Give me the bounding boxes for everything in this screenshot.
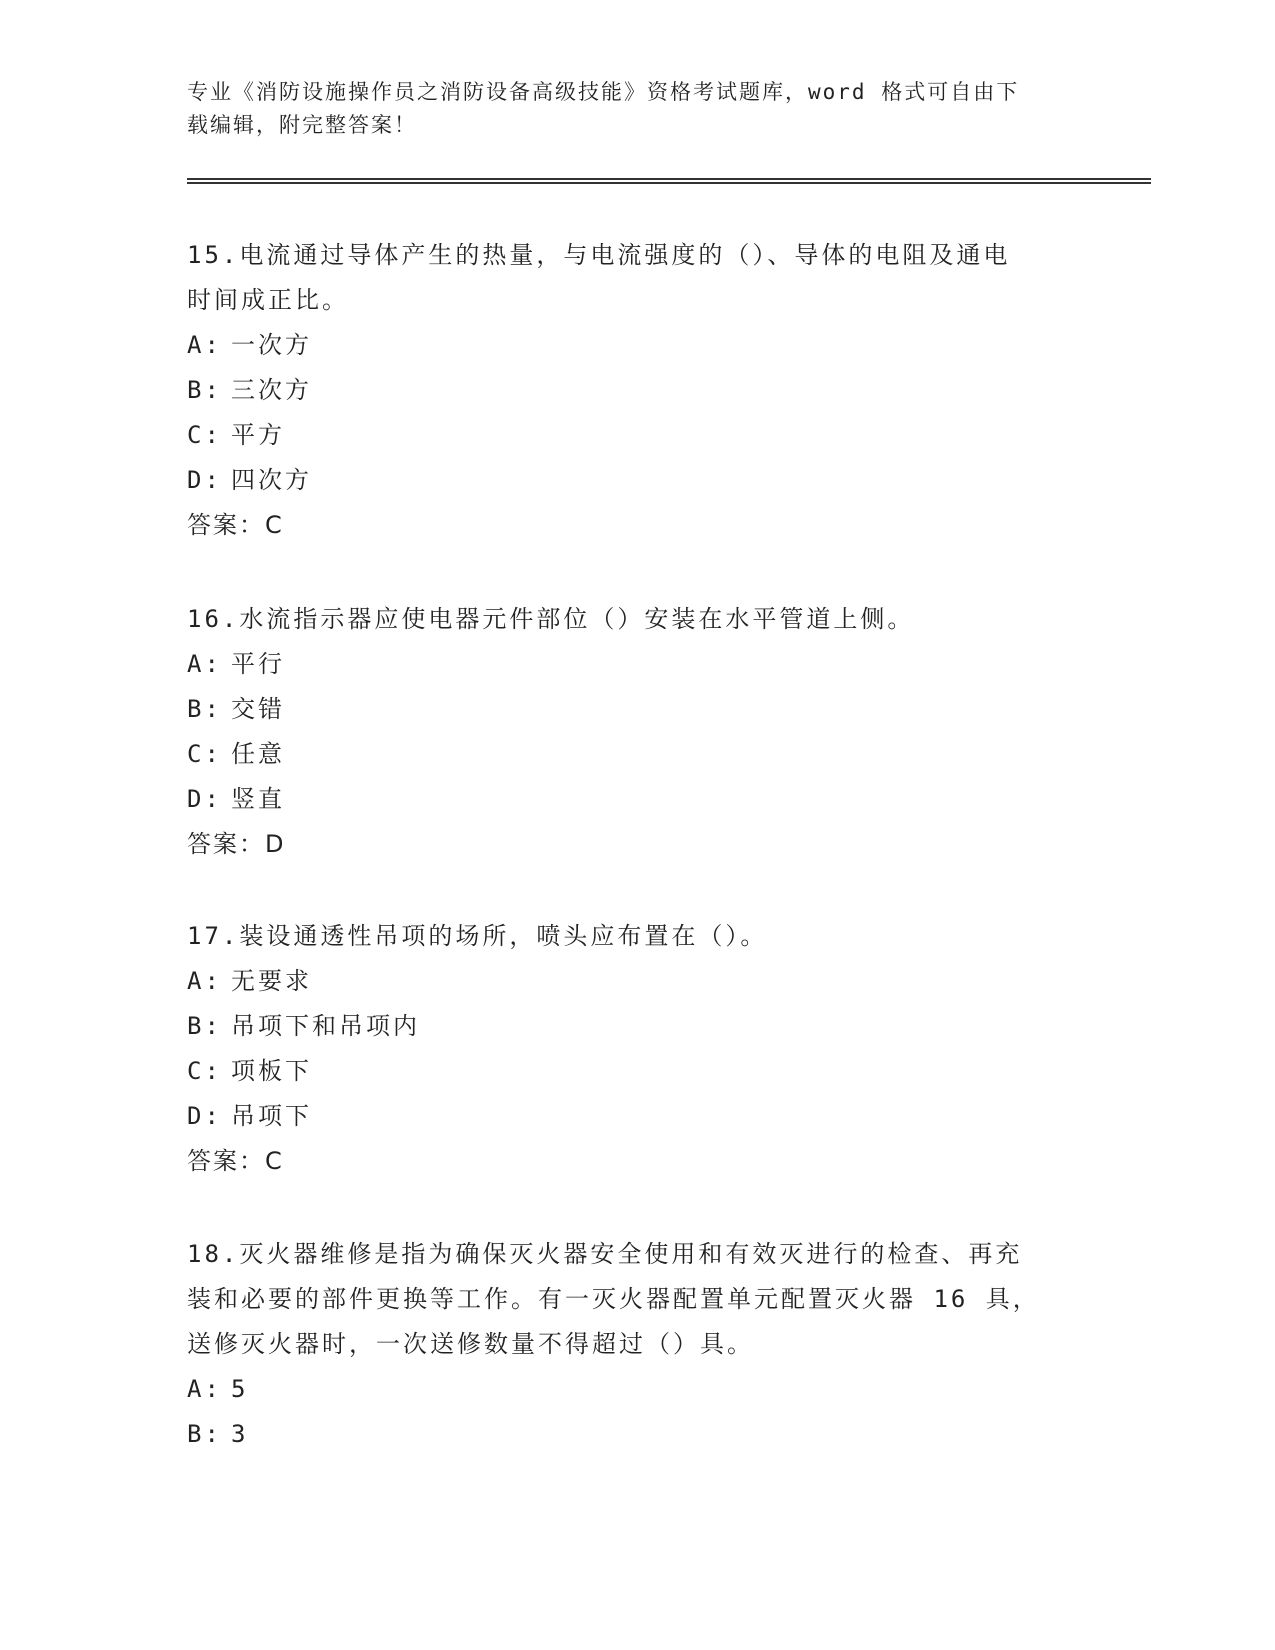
option-label: C: xyxy=(187,740,222,768)
option-label: B: xyxy=(187,376,222,404)
option-label: A: xyxy=(187,967,222,995)
question-text-line: 17.装设通透性吊项的场所，喷头应布置在（）。 xyxy=(187,922,768,950)
option-c xyxy=(187,1049,1067,1094)
option-text: 四次方 xyxy=(231,466,312,494)
answer: 答案：C xyxy=(187,1147,284,1175)
option-text: 一次方 xyxy=(231,331,312,359)
question-text xyxy=(187,1232,1067,1367)
option-text: 平方 xyxy=(231,421,285,449)
option-text: 平行 xyxy=(231,650,285,678)
option-label: D: xyxy=(187,1102,222,1130)
question-18 xyxy=(187,1232,1067,1457)
question-text-line: 18.灭火器维修是指为确保灭火器安全使用和有效灭进行的检查、再充 xyxy=(187,1240,1023,1268)
question-text-line: 16.水流指示器应使电器元件部位（）安装在水平管道上侧。 xyxy=(187,605,915,633)
question-text xyxy=(187,597,1067,642)
option-label: D: xyxy=(187,466,222,494)
option-label: C: xyxy=(187,421,222,449)
question-text-line: 时间成正比。 xyxy=(187,286,349,314)
option-d xyxy=(187,777,1067,822)
option-text: 5 xyxy=(231,1375,249,1403)
option-label: B: xyxy=(187,695,222,723)
document-header xyxy=(187,76,1067,142)
header-divider xyxy=(187,178,1151,184)
option-d xyxy=(187,458,1067,503)
question-text-line: 送修灭火器时，一次送修数量不得超过（）具。 xyxy=(187,1330,754,1358)
option-a xyxy=(187,959,1067,1004)
option-a xyxy=(187,323,1067,368)
question-15 xyxy=(187,233,1067,548)
option-text: 吊项下和吊项内 xyxy=(231,1012,420,1040)
header-line-1: 专业《消防设施操作员之消防设备高级技能》资格考试题库，word 格式可自由下 xyxy=(187,80,1020,104)
question-text-line: 15.电流通过导体产生的热量，与电流强度的（）、导体的电阻及通电 xyxy=(187,241,1011,269)
option-text: 任意 xyxy=(231,740,285,768)
option-label: A: xyxy=(187,650,222,678)
option-label: D: xyxy=(187,785,222,813)
option-text: 3 xyxy=(231,1420,249,1448)
option-text: 交错 xyxy=(231,695,285,723)
option-text: 无要求 xyxy=(231,967,312,995)
option-b xyxy=(187,1412,1067,1457)
question-text xyxy=(187,233,1067,323)
option-b xyxy=(187,1004,1067,1049)
option-label: A: xyxy=(187,331,222,359)
option-label: B: xyxy=(187,1012,222,1040)
option-label: C: xyxy=(187,1057,222,1085)
question-text xyxy=(187,914,1067,959)
option-d xyxy=(187,1094,1067,1139)
option-text: 项板下 xyxy=(231,1057,312,1085)
option-a xyxy=(187,1367,1067,1412)
question-17 xyxy=(187,914,1067,1184)
option-text: 吊项下 xyxy=(231,1102,312,1130)
question-text-line: 装和必要的部件更换等工作。有一灭火器配置单元配置灭火器 16 具， xyxy=(187,1285,1040,1313)
question-16 xyxy=(187,597,1067,867)
option-text: 竖直 xyxy=(231,785,285,813)
option-label: A: xyxy=(187,1375,222,1403)
option-a xyxy=(187,642,1067,687)
option-text: 三次方 xyxy=(231,376,312,404)
answer: 答案：D xyxy=(187,830,286,858)
answer: 答案：C xyxy=(187,511,284,539)
option-c xyxy=(187,413,1067,458)
header-line-2: 载编辑，附完整答案！ xyxy=(187,113,417,137)
option-b xyxy=(187,687,1067,732)
option-label: B: xyxy=(187,1420,222,1448)
option-b xyxy=(187,368,1067,413)
option-c xyxy=(187,732,1067,777)
